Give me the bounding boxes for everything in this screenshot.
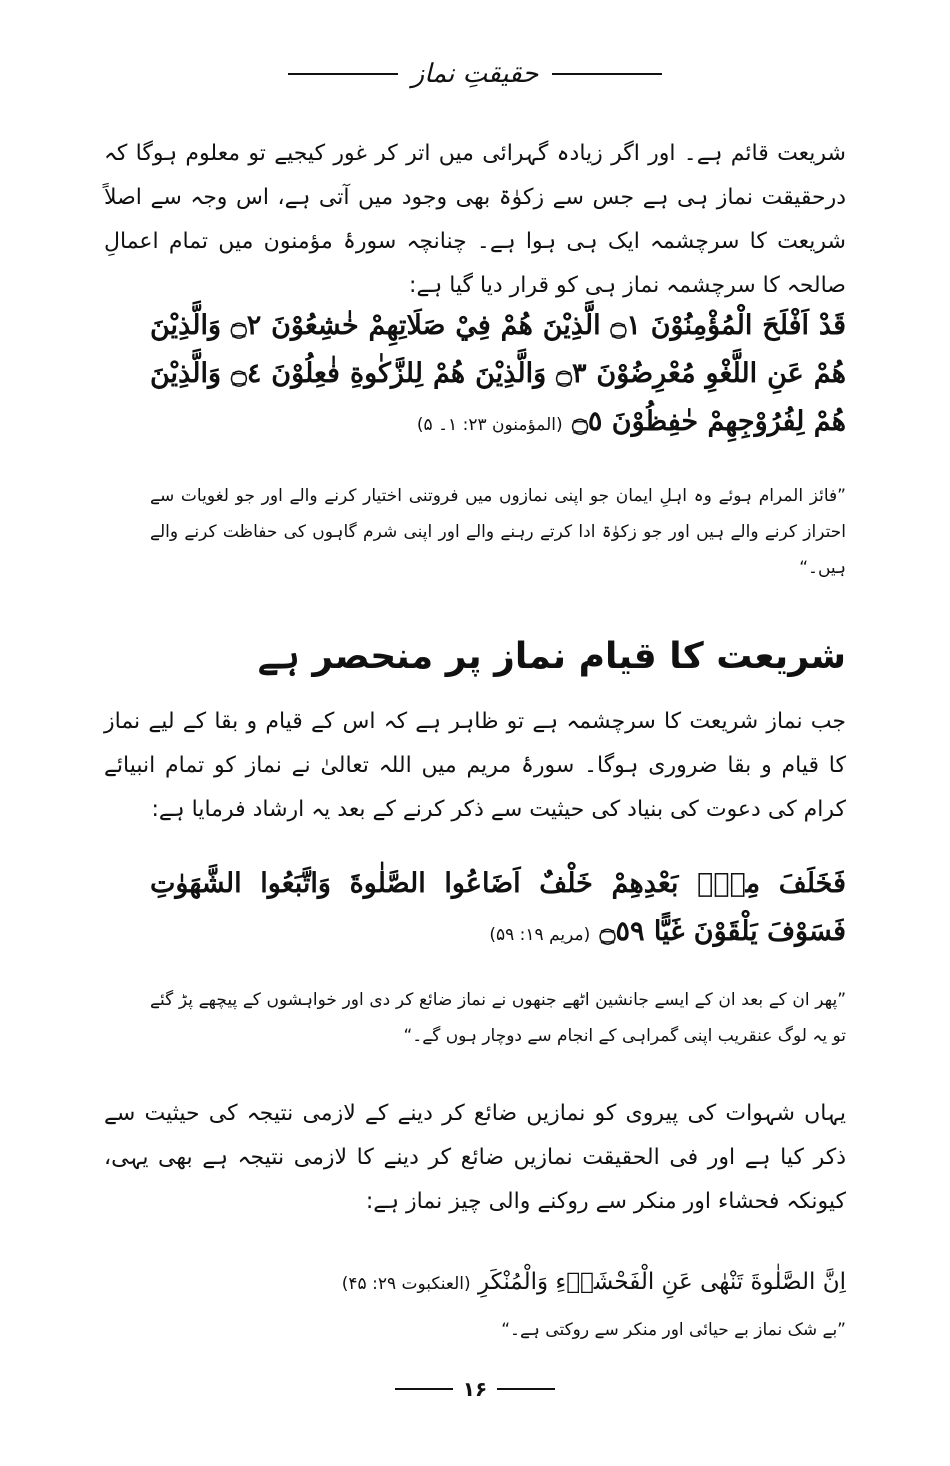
quran-text: اِنَّ الصَّلٰوةَ تَنْهٰى عَنِ الْفَحْشَاۗءِ وَالْمُنْكَرِ <box>477 1269 846 1295</box>
section-heading: شریعت کا قیام نماز پر منحصر ہے <box>257 636 846 677</box>
header-rule-right <box>552 73 662 75</box>
quran-reference: (العنکبوت ۲۹: ۴۵) <box>341 1274 471 1294</box>
paragraph-intro: شریعت قائم ہے۔ اور اگر زیادہ گہرائی میں اتر کر غور کیجیے تو معلوم ہوگا کہ درحقیقت نماز ہی ہے جس سے زکوٰۃ بھی وجود میں آتی ہے، اس وجہ سے اصلاً شریعت کا سرچشمہ ایک ہی ہوا ہے۔ چنانچہ سورۂ مؤمنون میں تمام اعمالِ صالحہ کا سرچشمہ نماز ہی کو قرار دیا گیا ہے: <box>104 141 846 298</box>
header-rule-left <box>288 73 398 75</box>
translation-maryam: ”پھر ان کے بعد ان کے ایسے جانشین اٹھے جنھوں نے نماز ضائع کر دی اور خواہشوں کے پیچھے پڑ گئے تو یہ لوگ عنقریب اپنی گمراہی کے انجام سے دوچار ہوں گے۔“ <box>150 990 846 1046</box>
translation-muminun: ”فائز المرام ہوئے وہ اہلِ ایمان جو اپنی نمازوں میں فروتنی اختیار کرنے والے اور جو لغویات سے احتراز کرنے والے ہیں اور جو زکوٰۃ ادا کرتے رہنے والے اور اپنی شرم گاہوں کی حفاظت کرنے والے ہیں۔“ <box>150 486 846 578</box>
footer-rule-left <box>395 1388 453 1390</box>
footer-rule-right <box>497 1388 555 1390</box>
quran-text: قَدْ اَفْلَحَ الْمُؤْمِنُوْنَ ۝١ الَّذِيْنَ هُمْ فِيْ صَلَاتِهِمْ خٰشِعُوْنَ ۝٢ وَالَّذِيْنَ هُمْ عَنِ اللَّغْوِ مُعْرِضُوْنَ ۝٣ وَالَّذِيْنَ هُمْ لِلزَّكٰوةِ فٰعِلُوْنَ ۝٤ وَالَّذِيْنَ هُمْ لِفُرُوْجِهِمْ حٰفِظُوْنَ ۝٥ <box>150 310 846 437</box>
quran-reference: (مریم ۱۹: ۵۹) <box>489 925 591 945</box>
page-number: ۱۶ <box>462 1377 488 1401</box>
paragraph-conclusion: یہاں شہوات کی پیروی کو نمازیں ضائع کر دینے کے لازمی نتیجہ کی حیثیت سے ذکر کیا ہے اور فی الحقیقت نمازیں ضائع کر دینے کا لازمی نتیجہ ہے بھی یہی، کیونکہ فحشاء اور منکر سے روکنے والی چیز نماز ہے: <box>104 1101 846 1214</box>
quran-passage-maryam <box>150 860 846 959</box>
page-footer <box>0 1376 950 1402</box>
running-header <box>0 54 950 94</box>
quran-text: فَخَلَفَ مِنْۢ بَعْدِهِمْ خَلْفٌ اَضَاعُوا الصَّلٰوةَ وَاتَّبَعُوا الشَّهَوٰتِ فَسَوْفَ يَلْقَوْنَ غَيًّا ۝٥٩ <box>150 868 846 947</box>
quran-passage-ankabut <box>150 1262 846 1304</box>
running-title: حقیقتِ نماز <box>411 59 539 89</box>
quran-reference: (المؤمنون ۲۳: ۱۔ ۵) <box>416 415 563 435</box>
quran-passage-muminun <box>150 302 846 449</box>
translation-ankabut: ”بے شک نماز بے حیائی اور منکر سے روکتی ہے۔“ <box>501 1320 846 1340</box>
paragraph-maryam-intro: جب نماز شریعت کا سرچشمہ ہے تو ظاہر ہے کہ اس کے قیام و بقا کے لیے نماز کا قیام و بقا ضروری ہوگا۔ سورۂ مریم میں اللہ تعالیٰ نے نماز کو تمام انبیائے کرام کی دعوت کی بنیاد کی حیثیت سے ذکر کرنے کے بعد یہ ارشاد فرمایا ہے: <box>104 709 846 822</box>
